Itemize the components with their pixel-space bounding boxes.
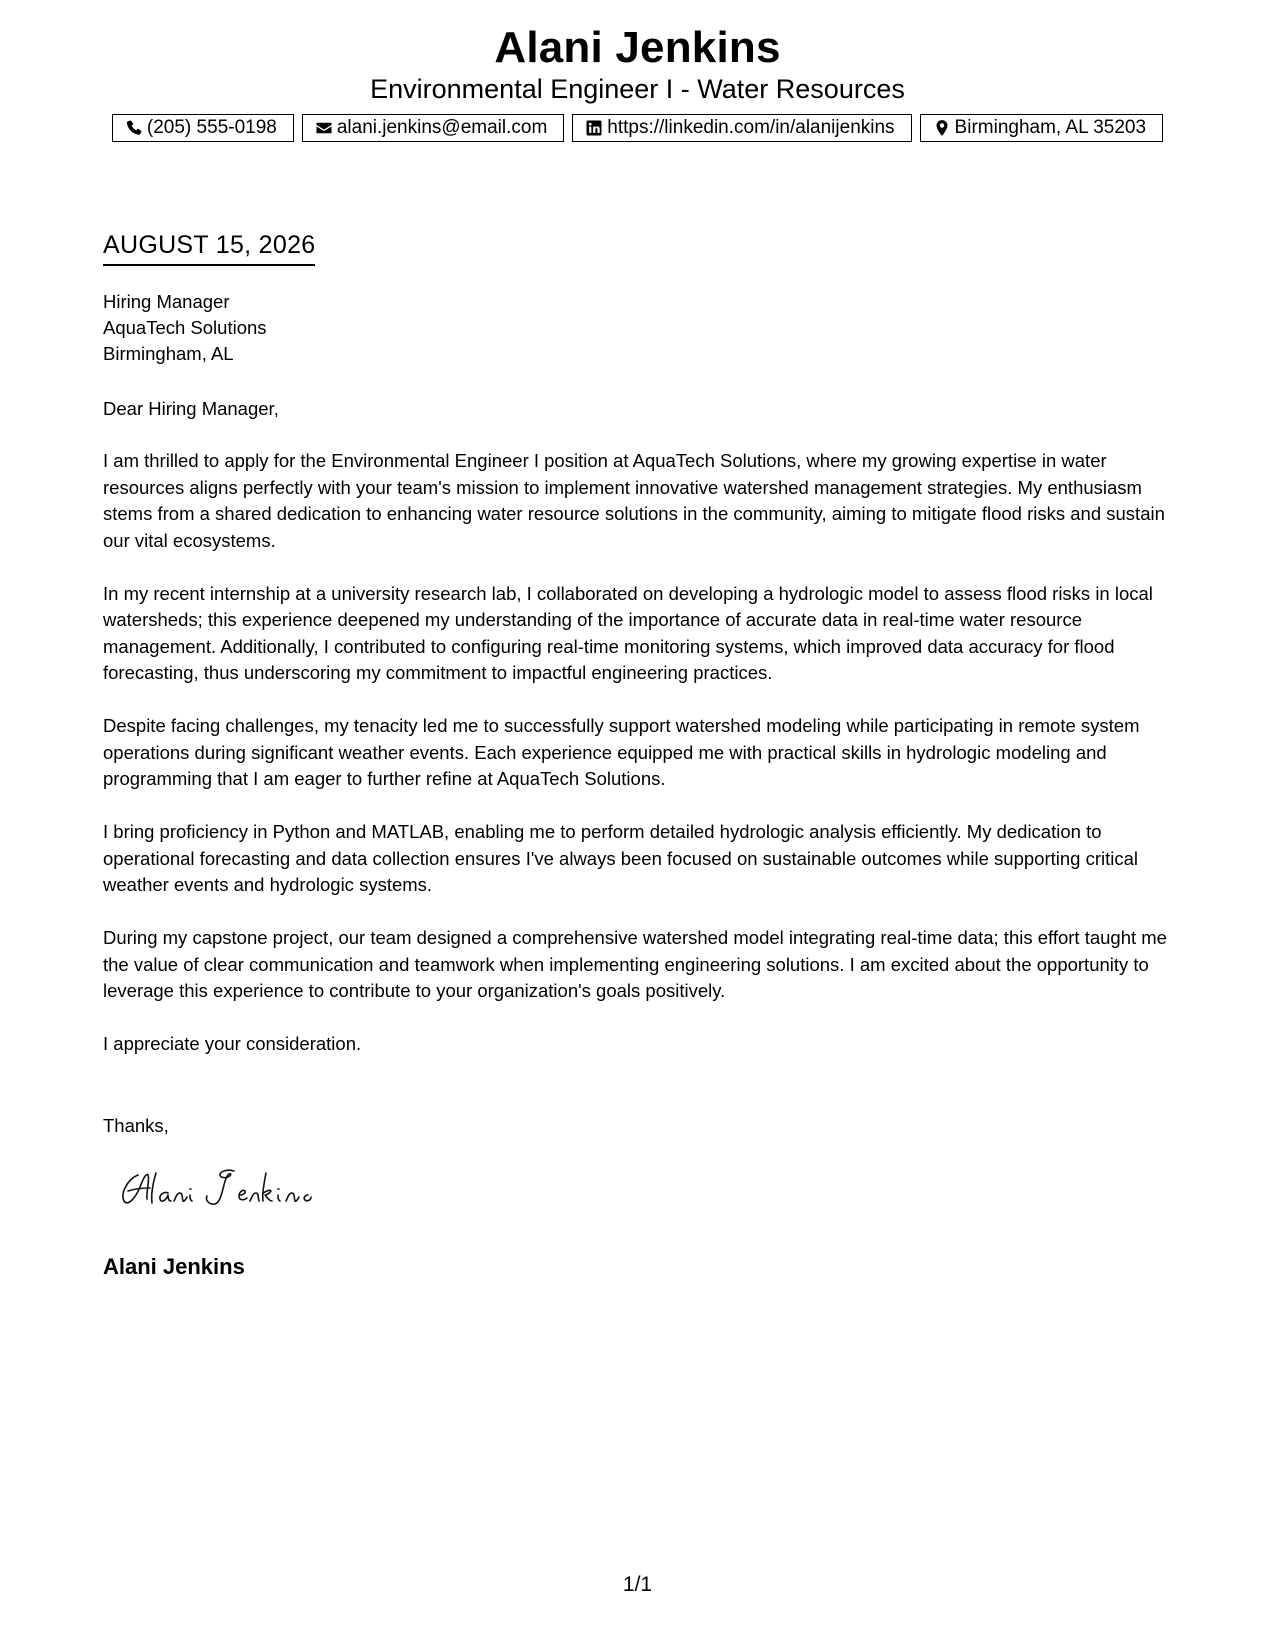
body-paragraph: Despite facing challenges, my tenacity led me to successfully support watershed modeling while participating in remote system operations during significant weather events. Each experience equipped me with practical skills in hydrologic modeling and programming that I am eager to further refine at AquaTech Solutions.: [103, 715, 1140, 789]
contact-phone[interactable]: [112, 114, 294, 142]
recipient-address: [103, 289, 267, 367]
page-number: 1/1: [622, 1573, 653, 1596]
linkedin-icon: [585, 119, 607, 137]
salutation: Dear Hiring Manager,: [103, 398, 279, 419]
contact-linkedin[interactable]: [572, 114, 911, 142]
location-text: Birmingham, AL 35203: [954, 117, 1147, 138]
linkedin-text: https://linkedin.com/in/alanijenkins: [607, 117, 895, 138]
email-text: alani.jenkins@email.com: [336, 117, 548, 138]
recipient-line: Birmingham, AL: [103, 343, 234, 364]
body-paragraph: I appreciate your consideration.: [103, 1033, 362, 1054]
map-pin-icon: [933, 119, 955, 137]
phone-text: (205) 555-0198: [146, 117, 277, 138]
body-paragraph: I am thrilled to apply for the Environmental Engineer I position at AquaTech Solutions, where my growing expertise in water resources aligns perfectly with your team's mission to implement innovative watershed management strategies. My enthusiasm stems from a shared dedication to enhancing water resource solutions in the community, aiming to mitigate flood risks and sustain our vital ecosystems.: [103, 450, 1165, 551]
contact-location[interactable]: [920, 114, 1164, 142]
letter-body: [103, 448, 1173, 1084]
handwritten-signature: [116, 1163, 346, 1213]
recipient-line: Hiring Manager: [103, 291, 230, 312]
body-paragraph: In my recent internship at a university research lab, I collaborated on developing a hydrologic model to assess flood risks in local watersheds; this experience deepened my understanding of the importance of accurate data in real-time water resource management. Additionally, I contributed to configuring real-time monitoring systems, which improved data accuracy for flood forecasting, thus underscoring my commitment to impactful engineering practices.: [103, 582, 1153, 683]
signer-name: Alani Jenkins: [103, 1254, 245, 1279]
job-title: Environmental Engineer I - Water Resources: [370, 74, 905, 104]
phone-icon: [125, 119, 147, 137]
letter-date: AUGUST 15, 2026: [103, 230, 315, 266]
applicant-name: Alani Jenkins: [494, 23, 781, 72]
contact-bar: [0, 114, 1275, 142]
contact-email[interactable]: [302, 114, 564, 142]
body-paragraph: During my capstone project, our team designed a comprehensive watershed model integrating real-time data; this effort taught me the value of clear communication and teamwork when implementing engineering solutions. I am excited about the opportunity to leverage this experience to contribute to your organization's goals positively.: [103, 927, 1167, 1001]
body-paragraph: I bring proficiency in Python and MATLAB, enabling me to perform detailed hydrologic analysis efficiently. My dedication to operational forecasting and data collection ensures I've always been focused on sustainable outcomes while supporting critical weather events and hydrologic systems.: [103, 821, 1139, 895]
envelope-icon: [315, 119, 337, 137]
closing: Thanks,: [103, 1115, 169, 1136]
recipient-line: AquaTech Solutions: [103, 317, 267, 338]
